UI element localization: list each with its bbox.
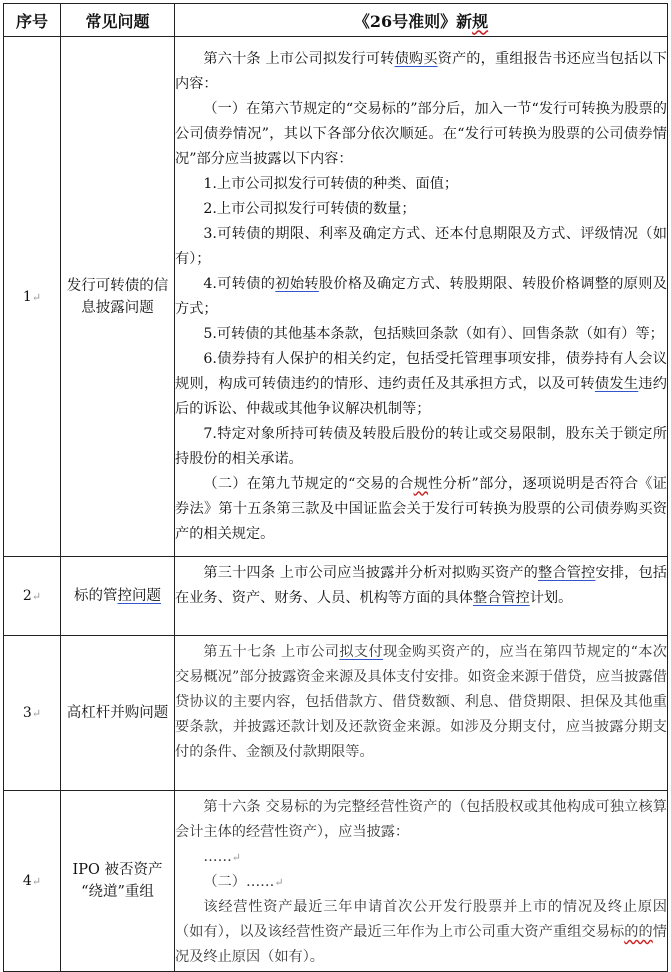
paragraph: 第十六条 交易标的为完整经营性资产的（包括股权或其他构成可独立核算会计主体的经营性资产），应当披露： (175, 799, 667, 840)
row-number: 3↵ (4, 636, 61, 791)
header-issue: 常见问题 (61, 4, 175, 37)
return-mark-icon: ↵ (31, 590, 42, 603)
grammar-underline: 债发生 (594, 375, 639, 392)
table-row (4, 37, 668, 557)
table-row (4, 557, 668, 636)
paragraph: 第五十七条 上市公司拟支付现金购买资产的，应当在第四节规定的“本次交易概况”部分披露资金来源及具体支付安排。如资金来源于借贷，应当披露借贷协议的主要内容，包括借款方、借贷数额、利息、借贷期限、担保及其他重要条款，并披露还款计划及还款资金来源。如涉及分期支付，应当披露分期支付的条件、金额及付款期限等。 (175, 644, 667, 760)
issue-cell: 发行可转债的信息披露问题 (61, 37, 175, 557)
rules-table (3, 3, 668, 972)
paragraph: 第六十条 上市公司拟发行可转债购买资产的，重组报告书还应当包括以下内容： (175, 50, 667, 92)
issue-cell: IPO 被否资产 “绕道”重组 (61, 791, 175, 972)
spellcheck-underline: 规 (413, 475, 429, 492)
paragraph: 6.债券持有人保护的相关约定，包括受托管理事项安排，债券持有人会议规则，构成可转债违约的情形、违约责任及其承担方式，以及可转债发生违约后的诉讼、仲裁或其他争议解决机制等； (175, 350, 667, 417)
return-mark-icon: ↵ (31, 290, 42, 304)
return-mark-icon: ↵ (231, 851, 241, 864)
rule-cell (175, 37, 668, 557)
header-rule (175, 4, 668, 37)
paragraph: 3.可转债的期限、利率及确定方式、还本付息期限及方式、评级情况（如有）； (175, 225, 667, 267)
grammar-underline: 整合管控 (538, 565, 596, 581)
return-mark-icon: ↵ (31, 875, 42, 888)
row-number: 2↵ (4, 557, 61, 636)
rule-cell (175, 791, 668, 972)
row-number: 4↵ (4, 791, 61, 972)
grammar-underline: 债购买 (394, 50, 438, 67)
table-row (4, 791, 668, 972)
paragraph: 7.特定对象所持可转债及转股后股份的转让或交易限制，股东关于锁定所持股份的相关承诺。 (175, 425, 667, 467)
issue-cell: 高杠杆并购问题 (61, 636, 175, 791)
paragraph: （一）在第六节规定的“交易标的”部分后，加入一节“发行可转换为股票的公司债券情况”，其以下各部分依次顺延。在“发行可转换为股票的公司债券情况”部分应当披露以下内容： (175, 100, 667, 167)
return-mark-icon: ↵ (31, 707, 42, 720)
paragraph: 4.可转债的初始转股价格及确定方式、转股期限、转股价格调整的原则及方式； (175, 275, 667, 317)
return-mark-icon: ↵ (274, 876, 284, 889)
grammar-underline: 拟支付 (339, 644, 384, 660)
paragraph: （二）在第九节规定的“交易的合规性分析”部分，逐项说明是否符合《证券法》第十五条第三款及中国证监会关于发行可转换为股票的公司债券购买资产的相关规定。 (175, 475, 667, 542)
paragraph: ……↵ (203, 849, 241, 865)
header-row (4, 4, 668, 37)
issue-cell: 标的管控问题 (61, 557, 175, 636)
row-number: 1↵ (4, 37, 61, 557)
spellcheck-underline: 的的 (624, 924, 653, 940)
rule-cell (175, 557, 668, 636)
header-rule-text: 《26号准则》新 (353, 11, 473, 31)
paragraph: （二）……↵ (203, 874, 284, 890)
rule-cell (175, 636, 668, 791)
table-row (4, 636, 668, 791)
paragraph: 5.可转债的其他基本条款，包括赎回条款（如有）、回售条款（如有）等； (203, 325, 664, 342)
grammar-underline: 控问题 (117, 588, 161, 604)
header-num: 序号 (4, 4, 61, 37)
paragraph: 1.上市公司拟发行可转债的种类、面值； (203, 175, 459, 192)
grammar-underline: 整合管控 (472, 590, 530, 606)
spellcheck-underline: 规 (472, 11, 489, 31)
paragraph: 第三十四条 上市公司应当披露并分析对拟购买资产的整合管控安排，包括在业务、资产、财务、人员、机构等方面的具体整合管控计划。 (175, 565, 667, 606)
grammar-underline: 初始转 (275, 275, 319, 292)
paragraph: 2.上市公司拟发行可转债的数量； (203, 200, 416, 217)
paragraph: 该经营性资产最近三年申请首次公开发行股票并上市的情况及终止原因（如有），以及该经营性资产最近三年作为上市公司重大资产重组交易标的的情况及终止原因（如有）。 (175, 899, 667, 965)
